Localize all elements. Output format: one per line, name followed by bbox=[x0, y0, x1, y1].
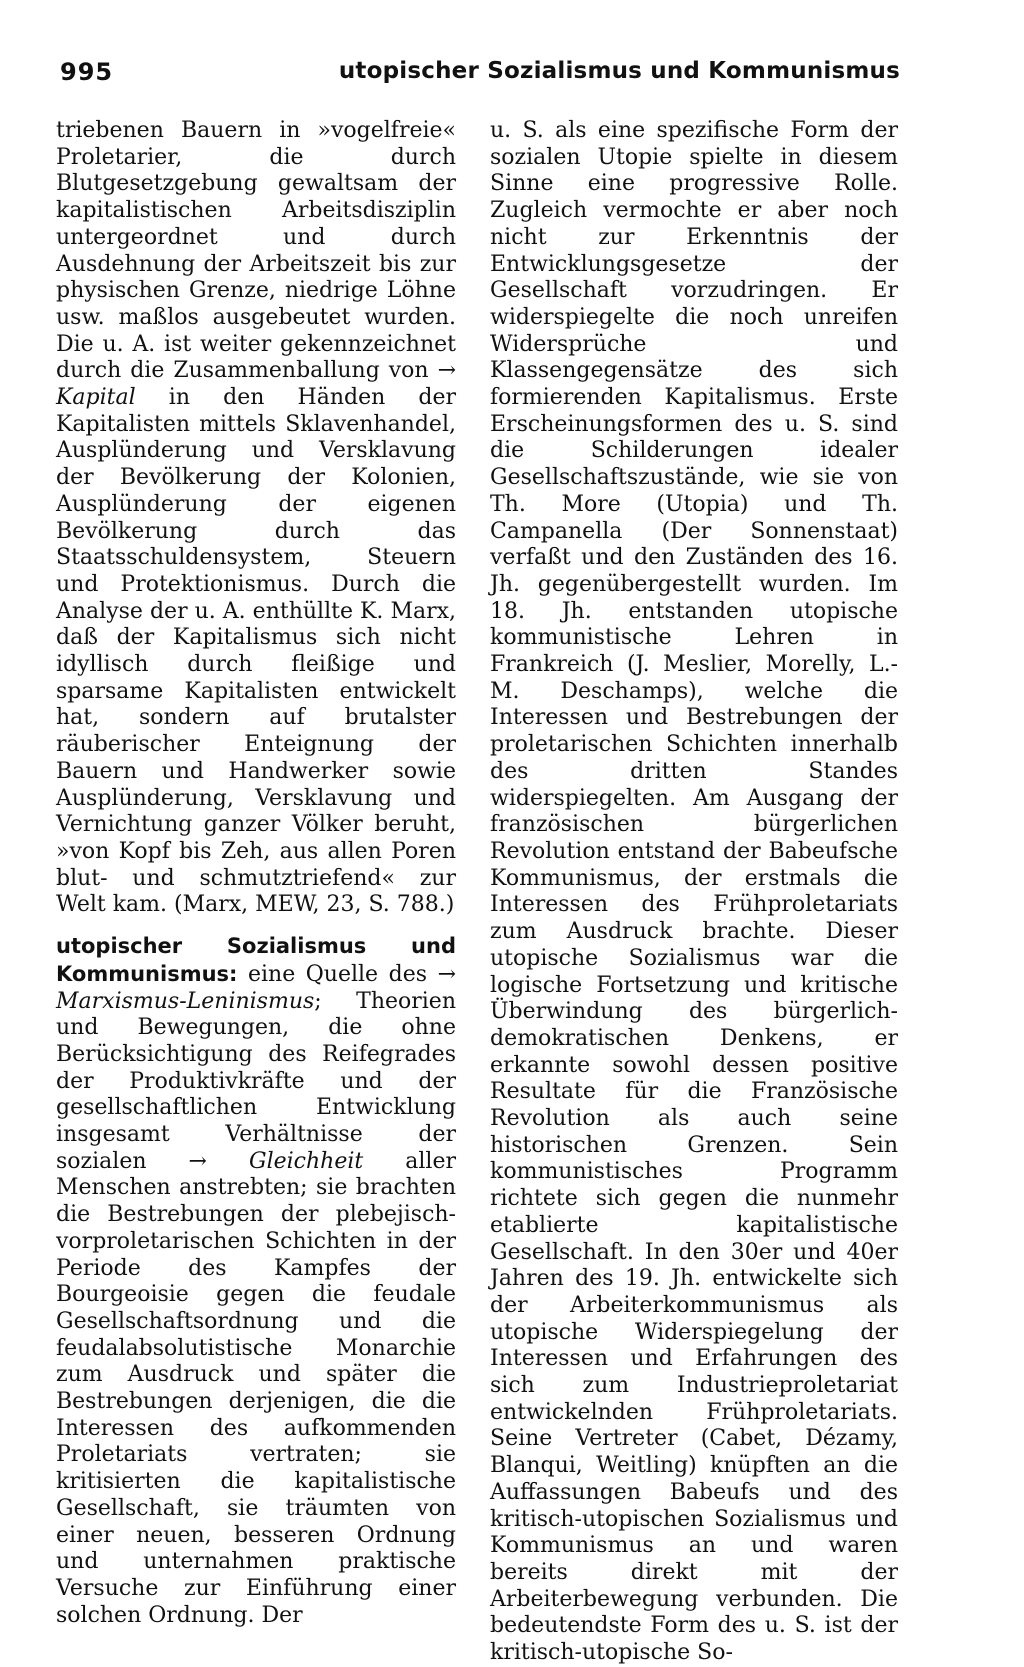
left-column bbox=[56, 118, 456, 1629]
cross-reference-marxismus-leninismus[interactable]: Marxismus-Leninismus bbox=[56, 988, 315, 1014]
entry-text: aller Menschen anstrebten; sie brachten die Bestrebungen der plebejisch-vorproletarischen Schichten in der Periode des Kampfes der Bourgeoisie gegen die feudale Gesellschaftsordnung und die feudalabsolutistische Monarchie zum Ausdruck und später die Bestrebungen derjenigen, die die Interessen des aufkommenden Proletariats vertraten; sie kritisierten die kapitalistische Gesellschaft, sie träumten von einer neuen, besseren Ordnung und unternahmen praktische Versuche zur Einführung einer solchen Ordnung. Der bbox=[56, 1148, 457, 1628]
entry-lemma: utopischer Sozialismus und Kommunismus: bbox=[56, 934, 456, 986]
page-number: 995 bbox=[60, 58, 114, 86]
dictionary-entry bbox=[56, 933, 456, 1629]
entry-text: eine Quelle des bbox=[237, 961, 438, 987]
paragraph-text: triebenen Bauern in »vogelfreie« Proletarier, die durch Blutgesetzgebung gewaltsam der kapitalistischen Arbeitsdisziplin untergeordnet und durch Ausdehnung der Arbeitszeit bis zur physischen Grenze, niedrige Löhne usw. maßlos ausgebeutet wurden. Die u. A. ist weiter gekennzeichnet durch die Zusammenballung von bbox=[56, 118, 456, 384]
right-column bbox=[490, 118, 898, 1667]
paragraph-text: in den Händen der Kapitalisten mittels Sklavenhandel, Ausplünderung und Versklavung der Bevölkerung der Kolonien, Ausplünderung der eigenen Bevölkerung durch das Staatsschuldensystem, Steuern und Protektionismus. Durch die Analyse der u. A. enthüllte K. Marx, daß der Kapitalismus sich nicht idyllisch durch fleißige und sparsame Kapitalisten entwickelt hat, sondern auf brutalster räuberischer Enteignung der Bauern und Handwerker sowie Ausplünderung, Versklavung und Vernichtung ganzer Völker beruht, »von Kopf bis Zeh, aus allen Poren blut- und schmutztriefend« zur Welt kam. (Marx, MEW, 23, S. 788.) bbox=[56, 385, 456, 918]
cross-reference-arrow-icon: → bbox=[437, 961, 456, 987]
entry-continuation: u. S. als eine spezifische Form der sozialen Utopie spielte in diesem Sinne eine progressive Rolle. Zugleich vermochte er aber noch nicht zur Erkenntnis der Entwicklungsgesetze der Gesellschaft vorzudringen. Er widerspiegelte die noch unreifen Widersprüche und Klassengegensätze des sich formierenden Kapitalismus. Erste Erscheinungsformen des u. S. sind die Schilderungen idealer Gesellschaftszustände, wie sie von Th. More (Utopia) und Th. Campanella (Der Sonnenstaat) verfaßt und den Zuständen des 16. Jh. gegenübergestellt wurden. Im 18. Jh. entstanden utopische kommunistische Lehren in Frankreich (J. Meslier, Morelly, L.-M. Deschamps), welche die Interessen und Bestrebungen der proletarischen Schichten innerhalb des dritten Standes widerspiegelten. Am Ausgang der französischen bürgerlichen Revolution entstand der Babeufsche Kommunismus, der erstmals die Interessen des Frühproletariats zum Ausdruck brachte. Dieser utopische Sozialismus war die logische Fortsetzung und kritische Überwindung des bürgerlich-demokratischen Denkens, er erkannte sowohl dessen positive Resultate für die Französische Revolution als auch seine historischen Grenzen. Sein kommunistisches Programm richtete sich gegen die nunmehr etablierte kapitalistische Gesellschaft. In den 30er und 40er Jahren des 19. Jh. entwickelte sich der Arbeiterkommunismus als utopische Widerspiegelung der Interessen und Erfahrungen des sich zum Industrieproletariat entwickelnden Frühproletariats. Seine Vertreter (Cabet, Dézamy, Blanqui, Weitling) knüpften an die Auffassungen Babeufs und des kritisch-utopischen Sozialismus und Kommunismus an und waren bereits direkt mit der Arbeiterbewegung verbunden. Die bedeutendste Form des u. S. ist der kritisch-utopische So- bbox=[490, 118, 898, 1666]
cross-reference-arrow-icon: → bbox=[188, 1148, 207, 1174]
continued-paragraph bbox=[56, 118, 456, 919]
entry-text: ; Theorien und Bewegungen, die ohne Berücksichtigung des Reifegrades der Produktivkräfte und der gesellschaftlichen Entwicklung insgesamt Verhältnisse der sozialen bbox=[56, 988, 456, 1174]
cross-reference-gleichheit[interactable]: Gleichheit bbox=[249, 1148, 364, 1174]
running-head: utopischer Sozialismus und Kommunismus bbox=[338, 58, 900, 84]
page-header bbox=[0, 58, 1024, 98]
cross-reference-kapital[interactable]: Kapital bbox=[56, 385, 136, 411]
cross-reference-arrow-icon: → bbox=[437, 358, 456, 384]
